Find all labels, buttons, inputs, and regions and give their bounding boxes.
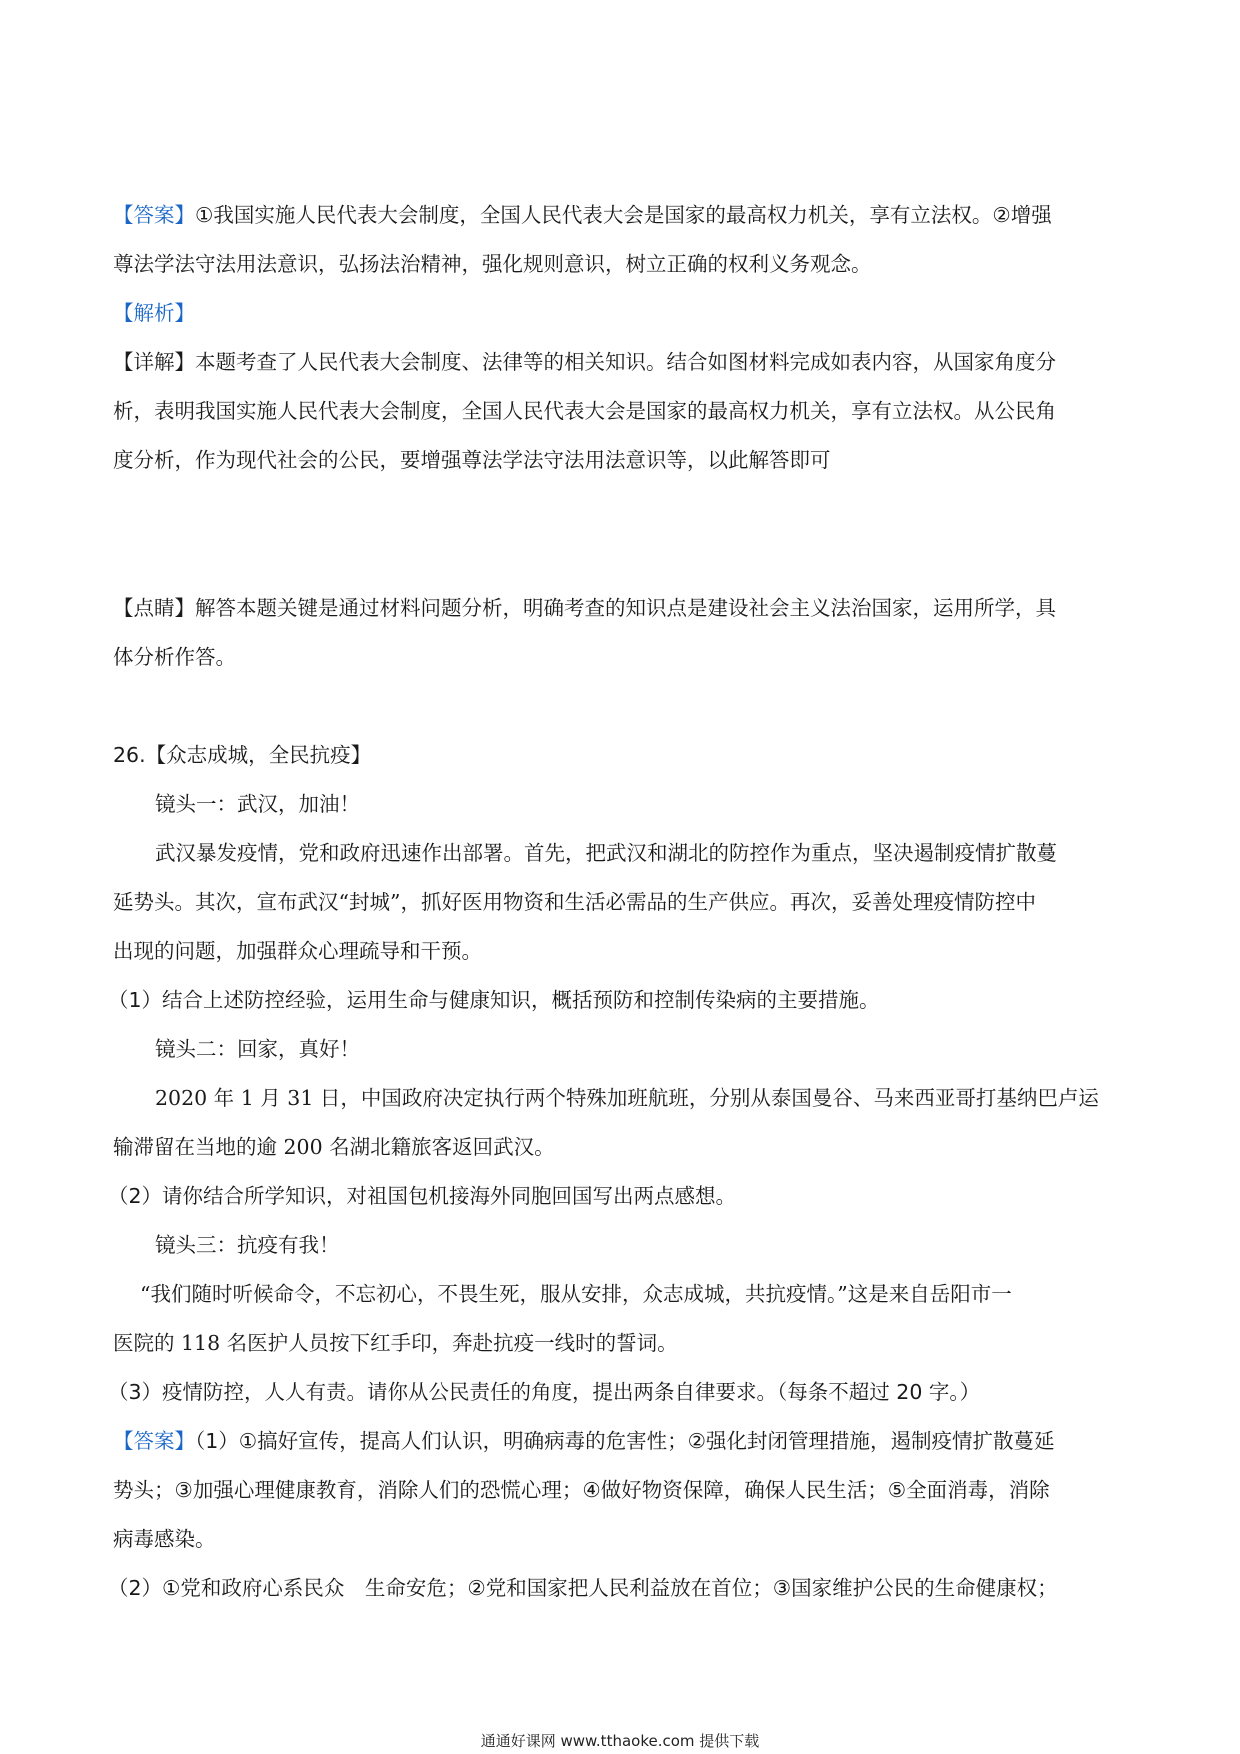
question-2: （2）请你结合所学知识，对祖国包机接海外同胞回国写出两点感想。	[108, 1184, 737, 1208]
answer26-tag: 【答案】	[113, 1429, 195, 1453]
scene-3-line-1: “我们随时听候命令，不忘初心，不畏生死，服从安排，众志成城，共抗疫情。”这是来自岳阳市一	[140, 1282, 1012, 1306]
scene-1-line-3: 出现的问题，加强群众心理疏导和干预。	[113, 939, 482, 963]
answer-line-2: 尊法学法守法用法意识，弘扬法治精神，强化规则意识，树立正确的权利义务观念。	[113, 252, 872, 276]
detail-line-1: 【详解】本题考查了人民代表大会制度、法律等的相关知识。结合如图材料完成如表内容，从国家角度分	[113, 350, 1056, 374]
question-26-title: 26.【众志成城，全民抗疫】	[113, 743, 372, 767]
scene-2-line-1: 2020 年 1 月 31 日，中国政府决定执行两个特殊加班航班，分别从泰国曼谷、马来西亚哥打基纳巴卢运	[155, 1086, 1099, 1110]
answer26-line-2: 势头；③加强心理健康教育，消除人们的恐慌心理；④做好物资保障，确保人民生活；⑤全面消毒，消除	[113, 1478, 1050, 1502]
comment-tag: 【点睛】	[113, 596, 195, 620]
detail-tag: 【详解】	[113, 350, 195, 374]
comment-line-2: 体分析作答。	[113, 645, 236, 669]
scene-3-line-2: 医院的 118 名医护人员按下红手印，奔赴抗疫一线时的誓词。	[113, 1331, 678, 1355]
analysis-tag: 【解析】	[113, 301, 195, 325]
answer26-line-3: 病毒感染。	[113, 1527, 216, 1551]
detail-line-2: 析，表明我国实施人民代表大会制度，全国人民代表大会是国家的最高权力机关，享有立法权。从公民角	[113, 399, 1056, 423]
question-3: （3）疫情防控，人人有责。请你从公民责任的角度，提出两条自律要求。（每条不超过 20 字。）	[108, 1380, 981, 1404]
scene-1-title: 镜头一：武汉，加油！	[155, 792, 360, 816]
question-1: （1）结合上述防控经验，运用生命与健康知识，概括预防和控制传染病的主要措施。	[108, 988, 880, 1012]
detail-line-3: 度分析，作为现代社会的公民，要增强尊法学法守法用法意识等，以此解答即可	[113, 448, 831, 472]
scene-1-line-1: 武汉暴发疫情，党和政府迅速作出部署。首先，把武汉和湖北的防控作为重点，坚决遏制疫情扩散蔓	[155, 841, 1057, 865]
answer-tag: 【答案】	[113, 203, 195, 227]
answer26-line-1: 【答案】（1）①搞好宣传，提高人们认识，明确病毒的危害性；②强化封闭管理措施，遏制疫情扩散蔓延	[113, 1429, 1055, 1453]
answer26-line-4: （2）①党和政府心系民众 生命安危；②党和国家把人民利益放在首位；③国家维护公民的生命健康权；	[108, 1576, 1058, 1600]
scene-2-title: 镜头二：回家，真好！	[155, 1037, 360, 1061]
answer-line-1: 【答案】①我国实施人民代表大会制度，全国人民代表大会是国家的最高权力机关，享有立法权。②增强	[113, 203, 1052, 227]
scene-2-line-2: 输滞留在当地的逾 200 名湖北籍旅客返回武汉。	[113, 1135, 555, 1159]
scene-1-line-2: 延势头。其次，宣布武汉“封城”，抓好医用物资和生活必需品的生产供应。再次，妥善处理疫情防控中	[113, 890, 1036, 914]
scene-3-title: 镜头三：抗疫有我！	[155, 1233, 340, 1257]
comment-line-1: 【点睛】解答本题关键是通过材料问题分析，明确考查的知识点是建设社会主义法治国家，运用所学，具	[113, 596, 1056, 620]
page-footer: 通通好课网 www.tthaoke.com 提供下载	[480, 1732, 760, 1750]
